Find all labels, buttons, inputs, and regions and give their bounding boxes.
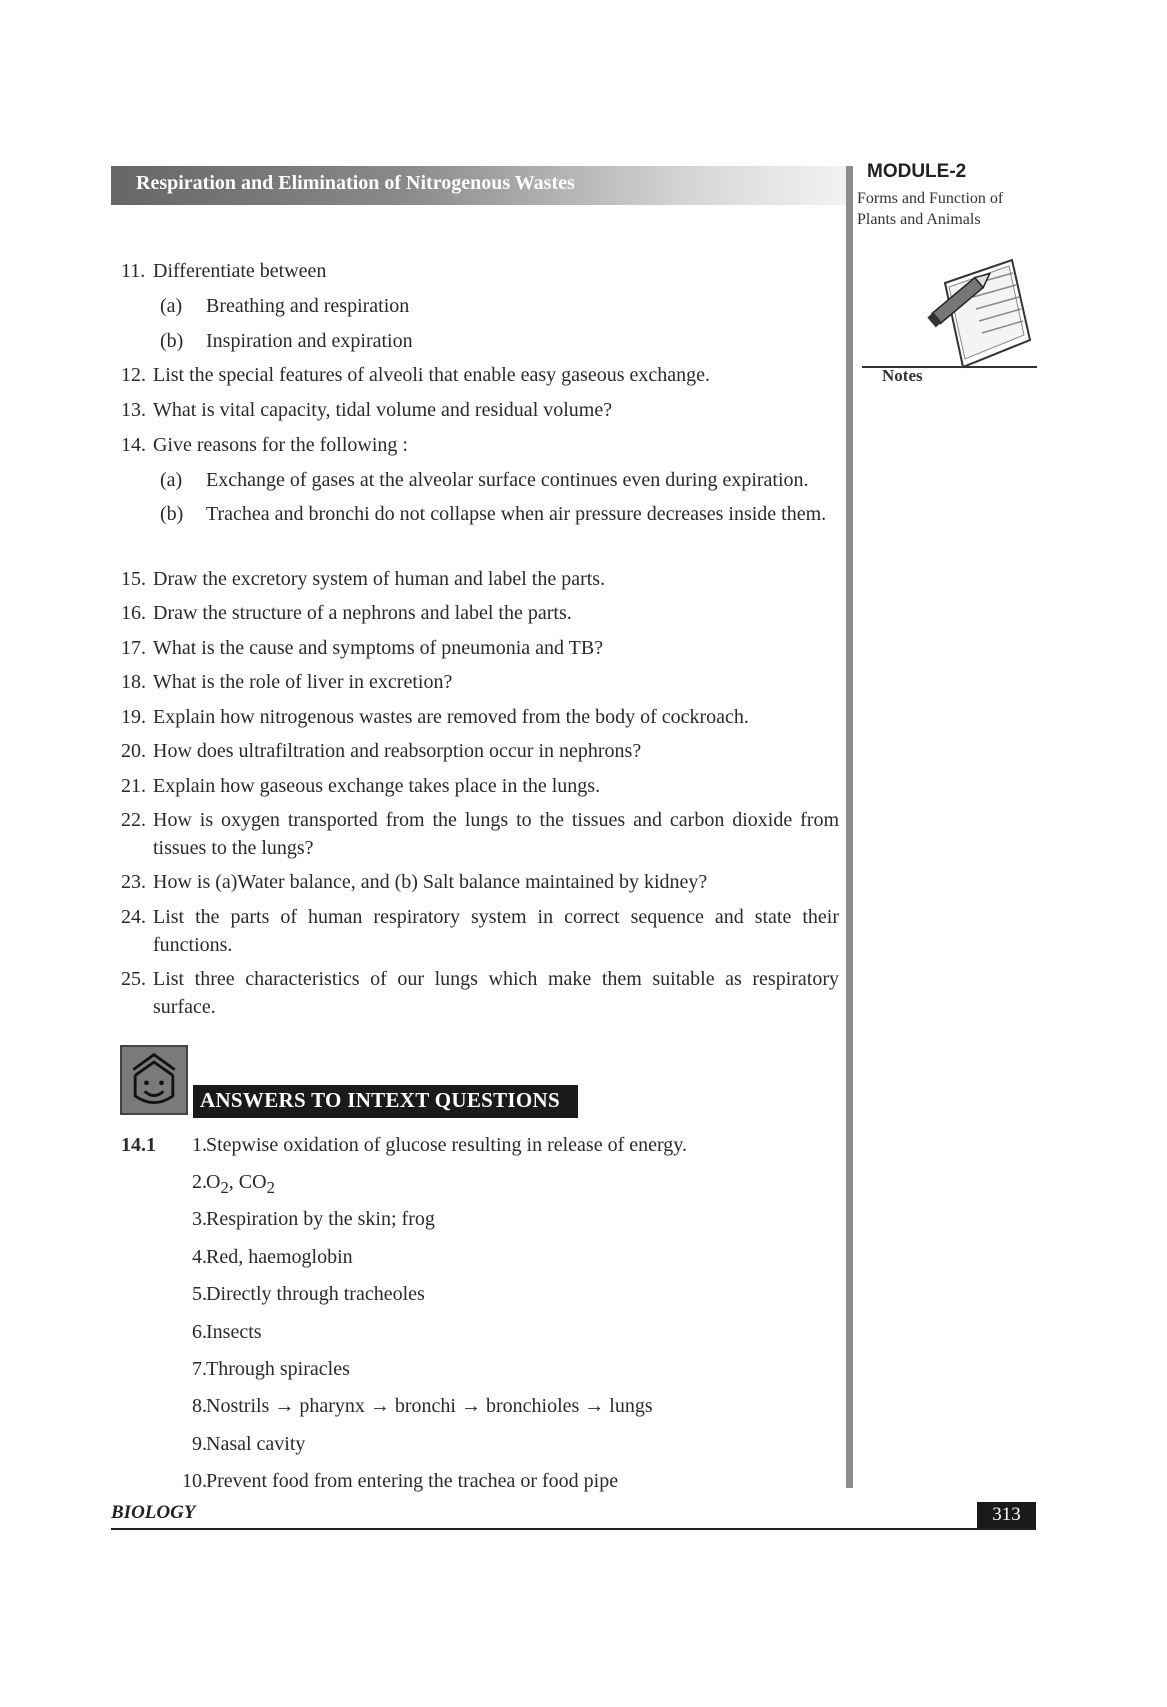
question-item: 14. Give reasons for the following : — [121, 434, 408, 456]
footer-subject: BIOLOGY — [111, 1502, 196, 1523]
question-item: 20. How does ultrafiltration and reabsorption occur in nephrons? — [121, 740, 642, 762]
question-item: 11. Differentiate between — [121, 260, 327, 282]
module-label: MODULE-2 — [867, 161, 967, 182]
question-item: 16. Draw the structure of a nephrons and label the parts. — [121, 602, 572, 624]
question-item: 21. Explain how gaseous exchange takes place in the lungs. — [121, 775, 601, 797]
answers-heading: ANSWERS TO INTEXT QUESTIONS — [200, 1088, 560, 1112]
question-subitem: (b) Inspiration and expiration — [160, 330, 413, 352]
notes-label: Notes — [882, 366, 923, 385]
question-item: 15. Draw the excretory system of human and label the parts. — [121, 568, 606, 590]
footer-rule — [111, 1528, 1036, 1530]
question-subitem: (a) Breathing and respiration — [160, 295, 410, 317]
question-item: 13. What is vital capacity, tidal volume and residual volume? — [121, 399, 613, 421]
margin-divider — [846, 166, 853, 1488]
question-item: 25. List three characteristics of our lungs which make them suitable as respiratory surface. — [121, 968, 839, 1018]
page-number: 313 — [992, 1504, 1021, 1525]
answers-smiley-icon — [120, 1045, 188, 1115]
question-item: 12. List the special features of alveoli that enable easy gaseous exchange. — [121, 364, 710, 386]
question-subitem: (b) Trachea and bronchi do not collapse when air pressure decreases inside them. — [160, 503, 827, 525]
chapter-header-band — [111, 166, 847, 205]
question-item: 19. Explain how nitrogenous wastes are removed from the body of cockroach. — [121, 706, 749, 728]
question-item: 24. List the parts of human respiratory system in correct sequence and state their functions. — [121, 906, 839, 956]
question-item: 22. How is oxygen transported from the lungs to the tissues and carbon dioxide from tissues to the lungs? — [121, 809, 839, 859]
notes-pencil-icon — [925, 255, 1035, 375]
chapter-title: Respiration and Elimination of Nitrogenous Wastes — [136, 172, 575, 194]
page-number-box — [977, 1502, 1036, 1528]
answer-section-number: 14.1 — [121, 1134, 156, 1156]
question-item: 18. What is the role of liver in excretion? — [121, 671, 453, 693]
answers-heading-bar — [193, 1085, 578, 1118]
question-item: 23. How is (a)Water balance, and (b) Salt balance maintained by kidney? — [121, 871, 708, 893]
question-item: 17. What is the cause and symptoms of pneumonia and TB? — [121, 637, 604, 659]
module-subtitle: Forms and Function of Plants and Animals — [857, 190, 1004, 228]
question-subitem: (a) Exchange of gases at the alveolar surface continues even during expiration. — [160, 469, 809, 491]
